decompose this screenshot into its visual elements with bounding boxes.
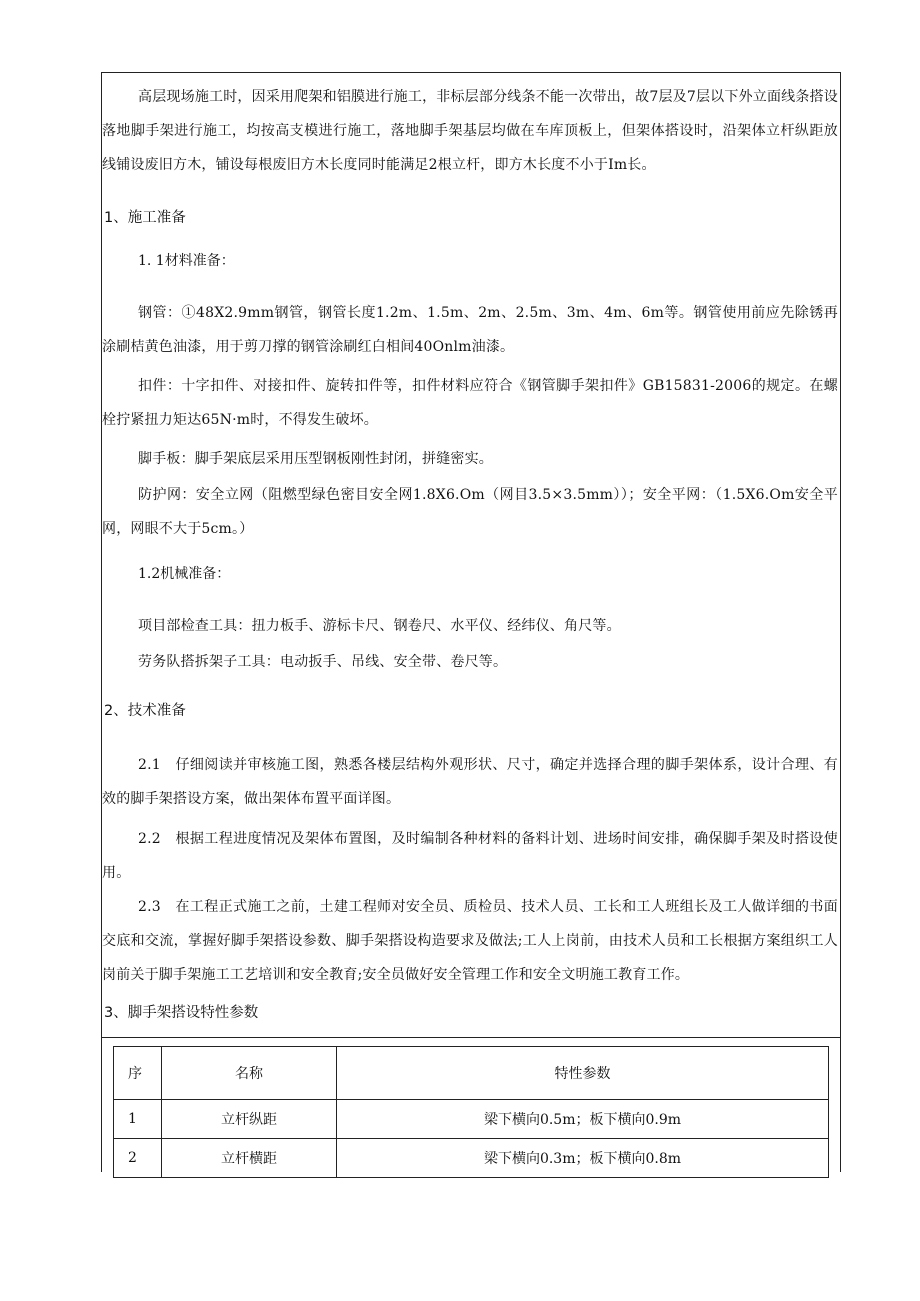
row-name: 立杆横距	[162, 1139, 337, 1178]
machinery-subtitle: 1.2机械准备：	[138, 566, 231, 582]
scaffold-board-paragraph: 脚手板：脚手架底层采用压型钢板刚性封闭，拼缝密实。	[138, 451, 493, 467]
fastener-paragraph: 扣件：十字扣件、对接扣件、旋转扣件等，扣件材料应符合《钢管脚手架扣件》GB15831-2006的规定。在螺栓拧紧扭力矩达65N·m时，不得发生破坏。	[102, 378, 838, 428]
row-param: 梁下横向0.3m；板下横向0.8m	[337, 1139, 829, 1178]
tech-paragraph-2-1: 2.1 仔细阅读并审核施工图，熟悉各楼层结构外观形状、尺寸，确定并选择合理的脚手架体系，设计合理、有效的脚手架搭设方案，做出架体布置平面详图。	[102, 757, 838, 807]
table-row	[114, 1100, 829, 1139]
section-divider	[101, 1037, 841, 1038]
inspection-tools-paragraph: 项目部检查工具：扭力板手、游标卡尺、钢卷尺、水平仪、经纬仪、角尺等。	[138, 618, 621, 634]
header-name: 名称	[162, 1047, 337, 1100]
safety-net-paragraph: 防护网：安全立网（阻燃型绿色密目安全网1.8X6.Om（网目3.5×3.5mm））；安全平网：（1.5X6.Om安全平网，网眼不大于5cm。）	[102, 487, 838, 537]
tech-paragraph-2-3: 2.3 在工程正式施工之前，土建工程师对安全员、质检员、技术人员、工长和工人班组长及工人做详细的书面交底和交流，掌握好脚手架搭设参数、脚手架搭设构造要求及做法;工人上岗前，由技术人员和工长根据方案组织工人岗前关于脚手架施工工艺培训和安全教育;安全员做好安全管理工作和安全文明施工教育工作。	[102, 899, 838, 983]
table-row	[114, 1139, 829, 1178]
row-no: 2	[114, 1139, 162, 1178]
header-no: 序	[114, 1047, 162, 1100]
intro-paragraph: 高层现场施工时，因采用爬架和铝膜进行施工，非标层部分线条不能一次带出，故7层及7层以下外立面线条搭设落地脚手架进行施工，均按高支模进行施工，落地脚手架基层均做在车库顶板上，但架体搭设时，沿架体立杆纵距放线铺设废旧方木，铺设每根废旧方木长度同时能满足2根立杆，即方木长度不小于Im长。	[102, 89, 838, 173]
section-2-title: 2、技术准备	[104, 703, 186, 719]
row-param: 梁下横向0.5m；板下横向0.9m	[337, 1100, 829, 1139]
scaffold-parameter-table	[113, 1046, 829, 1178]
tech-paragraph-2-2: 2.2 根据工程进度情况及架体布置图，及时编制各种材料的备料计划、进场时间安排，确保脚手架及时搭设使用。	[102, 831, 838, 881]
materials-subtitle: 1. 1材料准备：	[138, 253, 235, 269]
section-1-title: 1、施工准备	[104, 210, 186, 226]
section-3-title: 3、脚手架搭设特性参数	[104, 1005, 259, 1021]
header-param: 特性参数	[337, 1047, 829, 1100]
table-header-row	[114, 1047, 829, 1100]
labor-tools-paragraph: 劳务队搭拆架子工具：电动扳手、吊线、安全带、卷尺等。	[138, 654, 508, 670]
row-no: 1	[114, 1100, 162, 1139]
steel-pipe-paragraph: 钢管：①48X2.9mm钢管，钢管长度1.2m、1.5m、2m、2.5m、3m、4m、6m等。钢管使用前应先除锈再涂刷桔黄色油漆，用于剪刀撑的钢管涂刷红白相间40Onlm油漆。	[102, 305, 838, 355]
row-name: 立杆纵距	[162, 1100, 337, 1139]
